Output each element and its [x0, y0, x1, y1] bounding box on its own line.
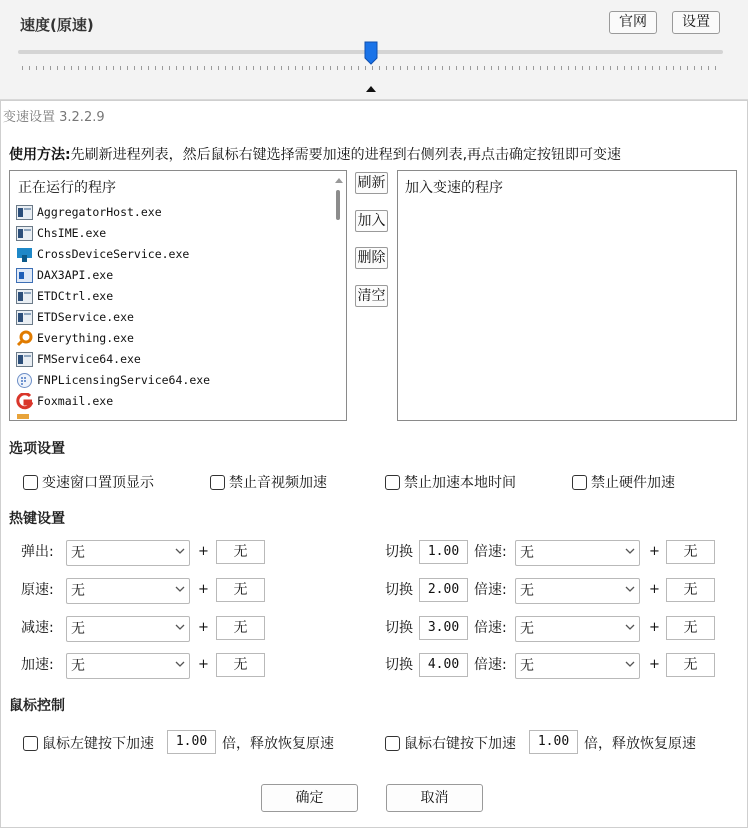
- process-item[interactable]: [16, 307, 134, 328]
- mouse-right-checkbox[interactable]: [385, 733, 516, 753]
- window-app-icon: [16, 351, 33, 368]
- switch-speed-1-input[interactable]: 1.00: [419, 540, 468, 564]
- settings-button[interactable]: 设置: [672, 11, 720, 34]
- process-item[interactable]: [16, 370, 210, 391]
- switch-label: 切换: [385, 620, 413, 636]
- checkbox-box[interactable]: [385, 736, 400, 751]
- process-name: ETDService.exe: [37, 310, 134, 324]
- plus-sign: +: [649, 620, 660, 635]
- plus-sign: +: [649, 657, 660, 672]
- option-topmost-checkbox[interactable]: [23, 472, 154, 492]
- checkbox-box[interactable]: [572, 475, 587, 490]
- process-list-scrollbar[interactable]: [333, 174, 345, 419]
- process-item[interactable]: [16, 391, 113, 412]
- add-button[interactable]: 加入: [355, 210, 388, 232]
- process-name: Everything.exe: [37, 331, 134, 345]
- window-app-icon: [16, 225, 33, 242]
- switch-label: 切换: [385, 582, 413, 598]
- speed-process-list[interactable]: [397, 170, 737, 421]
- hotkey-slowdown-modifier-select[interactable]: [66, 616, 190, 642]
- switch-speed-4-input[interactable]: 4.00: [419, 653, 468, 677]
- mouse-left-label: 鼠标左键按下加速: [42, 736, 154, 752]
- speed-label: 倍速:: [474, 544, 507, 560]
- collapse-arrow-icon[interactable]: [366, 86, 376, 92]
- mouse-right-suffix: 倍，释放恢复原速: [584, 736, 696, 752]
- window-app-icon: [16, 288, 33, 305]
- cross-device-icon: [16, 246, 33, 263]
- speed-list-header: 加入变速的程序: [405, 180, 503, 196]
- mouse-right-speed-input[interactable]: 1.00: [529, 730, 578, 754]
- hotkey-normal-label: 原速:: [21, 582, 54, 598]
- running-list-header: 正在运行的程序: [18, 180, 116, 196]
- dialog-title: 变速设置 3.2.2.9: [3, 110, 105, 125]
- hotkey-speedup-label: 加速:: [21, 657, 54, 673]
- foxmail-icon: [16, 393, 33, 410]
- process-item[interactable]: [16, 223, 106, 244]
- chevron-down-icon: [175, 584, 185, 594]
- process-item[interactable]: [16, 202, 162, 223]
- options-section-title: 选项设置: [9, 441, 65, 457]
- select-value: 无: [71, 658, 85, 674]
- checkbox-box[interactable]: [210, 475, 225, 490]
- chevron-down-icon: [175, 622, 185, 632]
- switch-speed-2-key-field[interactable]: 无: [666, 578, 715, 602]
- chevron-down-icon: [625, 546, 635, 556]
- select-value: 无: [71, 545, 85, 561]
- plus-sign: +: [198, 582, 209, 597]
- switch-speed-3-input[interactable]: 3.00: [419, 616, 468, 640]
- switch-speed-3-key-field[interactable]: 无: [666, 616, 715, 640]
- select-value: 无: [520, 545, 534, 561]
- usage-text: 先刷新进程列表，然后鼠标右键选择需要加速的进程到右侧列表,再点击确定按钮即可变速: [70, 147, 622, 163]
- chevron-down-icon: [625, 622, 635, 632]
- process-item[interactable]: [16, 328, 134, 349]
- option-label: 禁止硬件加速: [591, 475, 675, 491]
- mouse-left-speed-input[interactable]: 1.00: [167, 730, 216, 754]
- hotkey-slowdown-key-field[interactable]: 无: [216, 616, 265, 640]
- process-name: FNPLicensingService64.exe: [37, 373, 211, 387]
- process-name: DAX3API.exe: [37, 268, 114, 282]
- hotkey-normal-modifier-select[interactable]: [66, 578, 190, 604]
- switch-speed-3-modifier-select[interactable]: [515, 616, 640, 642]
- hotkey-popup-modifier-select[interactable]: [66, 540, 190, 566]
- official-site-button[interactable]: 官网: [609, 11, 657, 34]
- hotkey-popup-label: 弹出:: [21, 544, 54, 560]
- switch-speed-2-modifier-select[interactable]: [515, 578, 640, 604]
- process-item[interactable]: [16, 244, 189, 265]
- checkbox-box[interactable]: [23, 475, 38, 490]
- mouse-section-title: 鼠标控制: [9, 698, 65, 714]
- process-item[interactable]: [16, 349, 141, 370]
- switch-label: 切换: [385, 657, 413, 673]
- hotkey-popup-key-field[interactable]: 无: [216, 540, 265, 564]
- option-label: 禁止加速本地时间: [404, 475, 516, 491]
- switch-speed-1-modifier-select[interactable]: [515, 540, 640, 566]
- process-item[interactable]: [16, 286, 113, 307]
- hotkeys-section-title: 热键设置: [9, 511, 65, 527]
- select-value: 无: [520, 621, 534, 637]
- blue-window-icon: [16, 267, 33, 284]
- scroll-up-icon[interactable]: [335, 178, 343, 183]
- option-label: 禁止音视频加速: [229, 475, 327, 491]
- option-disable-hardware-checkbox[interactable]: [572, 472, 675, 492]
- scrollbar-thumb[interactable]: [336, 190, 340, 220]
- plus-sign: +: [649, 544, 660, 559]
- speed-label: 倍速:: [474, 620, 507, 636]
- plus-sign: +: [198, 544, 209, 559]
- speed-label: 倍速:: [474, 657, 507, 673]
- process-name: CrossDeviceService.exe: [37, 247, 190, 261]
- ok-button[interactable]: 确定: [261, 784, 358, 812]
- select-value: 无: [71, 583, 85, 599]
- select-value: 无: [71, 621, 85, 637]
- speed-label: 倍速:: [474, 582, 507, 598]
- hotkey-speedup-modifier-select[interactable]: [66, 653, 190, 679]
- plus-sign: +: [198, 657, 209, 672]
- slider-ticks: [22, 66, 722, 70]
- switch-speed-1-key-field[interactable]: 无: [666, 540, 715, 564]
- select-value: 无: [520, 583, 534, 599]
- usage-prefix: 使用方法:: [9, 147, 71, 163]
- hotkey-slowdown-label: 减速:: [21, 620, 54, 636]
- option-disable-localtime-checkbox[interactable]: [385, 472, 516, 492]
- delete-button[interactable]: 删除: [355, 247, 388, 269]
- usage-instructions: [9, 144, 621, 164]
- speed-slider-thumb[interactable]: [364, 41, 378, 65]
- switch-speed-2-input[interactable]: 2.00: [419, 578, 468, 602]
- license-disc-icon: [16, 372, 33, 389]
- refresh-button[interactable]: 刷新: [355, 172, 388, 194]
- clear-button[interactable]: 清空: [355, 285, 388, 307]
- option-disable-av-checkbox[interactable]: [210, 472, 327, 492]
- hotkey-speedup-key-field[interactable]: 无: [216, 653, 265, 677]
- switch-speed-4-key-field[interactable]: 无: [666, 653, 715, 677]
- process-name: ChsIME.exe: [37, 226, 107, 240]
- process-name: Foxmail.exe: [37, 394, 114, 408]
- switch-label: 切换: [385, 544, 413, 560]
- plus-sign: +: [649, 582, 660, 597]
- cancel-button[interactable]: 取消: [386, 784, 483, 812]
- checkbox-box[interactable]: [23, 736, 38, 751]
- process-name: AggregatorHost.exe: [37, 205, 162, 219]
- plus-sign: +: [198, 620, 209, 635]
- process-name: ETDCtrl.exe: [37, 289, 114, 303]
- chevron-down-icon: [625, 584, 635, 594]
- process-item[interactable]: [16, 265, 113, 286]
- mouse-left-suffix: 倍，释放恢复原速: [222, 736, 334, 752]
- speed-title: 速度(原速): [20, 16, 94, 34]
- switch-speed-4-modifier-select[interactable]: [515, 653, 640, 679]
- mouse-right-label: 鼠标右键按下加速: [404, 736, 516, 752]
- window-app-icon: [16, 204, 33, 221]
- hotkey-normal-key-field[interactable]: 无: [216, 578, 265, 602]
- chevron-down-icon: [625, 659, 635, 669]
- mouse-left-checkbox[interactable]: [23, 733, 154, 753]
- checkbox-box[interactable]: [385, 475, 400, 490]
- partial-process-icon: [17, 414, 29, 419]
- chevron-down-icon: [175, 659, 185, 669]
- select-value: 无: [520, 658, 534, 674]
- magnifier-icon: [16, 330, 33, 347]
- option-label: 变速窗口置顶显示: [42, 475, 154, 491]
- window-app-icon: [16, 309, 33, 326]
- process-name: FMService64.exe: [37, 352, 141, 366]
- chevron-down-icon: [175, 546, 185, 556]
